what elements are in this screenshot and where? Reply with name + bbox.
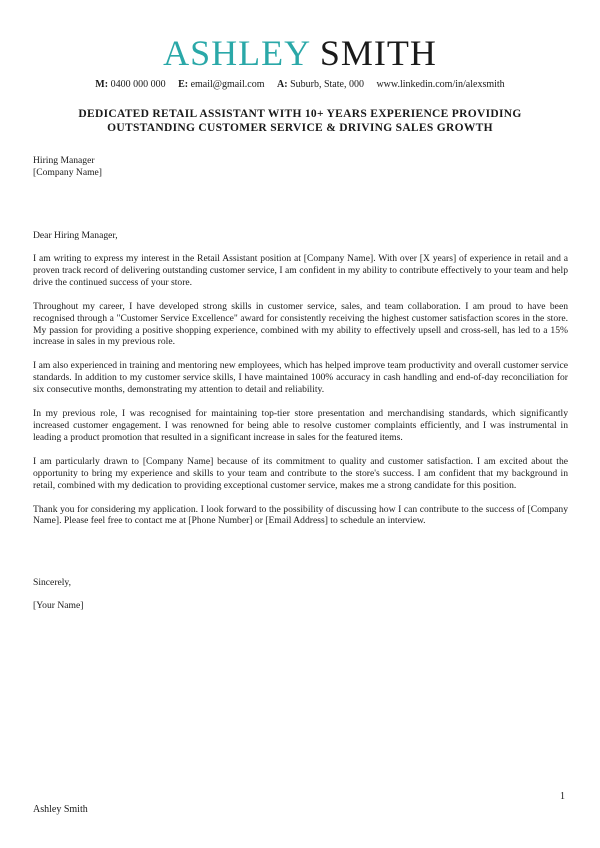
contact-linkedin: www.linkedin.com/in/alexsmith	[376, 79, 505, 90]
paragraph-1: I am writing to express my interest in the Retail Assistant position at [Company Name]. With over [X years] of experience in retail and a proven track record of delivering outstanding customer service, I am confident in my ability to contribute effectively to your team and help drive the continued success of your store.	[33, 253, 568, 288]
page-number: 1	[560, 791, 565, 802]
contact-address	[277, 79, 364, 90]
signoff: Sincerely,	[33, 577, 72, 588]
contact-line	[0, 78, 600, 92]
headline-line-1: DEDICATED RETAIL ASSISTANT WITH 10+ YEARS EXPERIENCE PROVIDING	[78, 108, 522, 120]
applicant-name	[0, 31, 600, 75]
headline-line-2: OUTSTANDING CUSTOMER SERVICE & DRIVING SALES GROWTH	[107, 122, 493, 134]
address-label: A:	[277, 79, 288, 90]
email-label: E:	[178, 79, 189, 90]
mobile-value: 0400 000 000	[110, 79, 166, 90]
paragraph-4: In my previous role, I was recognised for maintaining top-tier store presentation and merchandising standards, which significantly increased customer engagement. I was renowned for being able to resolve customer complaints efficiently, and I was instrumental in leading a product promotion that resulted in a significant increase in sales for the featured items.	[33, 408, 568, 443]
letter-body	[33, 253, 568, 539]
recipient-name: Hiring Manager	[33, 155, 95, 166]
paragraph-3: I am also experienced in training and mentoring new employees, which has helped improve team productivity and overall customer service standards. In addition to my customer service skills, I have maintained 100% accuracy in cash handling and end-of-day reconciliation for six consecutive months, demonstrating my attention to detail and reliability.	[33, 360, 568, 396]
contact-email	[178, 79, 264, 90]
email-value: email@gmail.com	[190, 79, 265, 90]
signature-name: [Your Name]	[33, 600, 84, 611]
recipient-company: [Company Name]	[33, 166, 103, 178]
last-name: SMITH	[319, 33, 437, 73]
contact-mobile	[95, 79, 165, 90]
footer-name: Ashley Smith	[33, 804, 88, 815]
salutation: Dear Hiring Manager,	[33, 230, 118, 241]
mobile-label: M:	[95, 79, 109, 90]
paragraph-6: Thank you for considering my application. I look forward to the possibility of discussing how I can contribute to the success of [Company Name]. Please feel free to contact me at [Phone Number] or [Email Address] to schedule an interview.	[33, 503, 568, 527]
address-value: Suburb, State, 000	[290, 79, 364, 90]
first-name: ASHLEY	[163, 33, 310, 73]
paragraph-5: I am particularly drawn to [Company Name] because of its commitment to quality and customer satisfaction. I am excited about the opportunity to bring my experience and skills to your team and contribute to the store's success. I am confident that my background in retail, combined with my dedication to providing exceptional customer service, makes me a strong candidate for this position.	[33, 455, 568, 491]
paragraph-2: Throughout my career, I have developed strong skills in customer service, sales, and team collaboration. I am proud to have been recognised through a "Customer Service Excellence" award for consistently receiving the highest customer satisfaction scores in the store. My passion for providing a positive shopping experience, combined with my ability to effectively upsell and cross-sell, has led to a 15% increase in sales in my previous role.	[33, 300, 568, 348]
headline	[40, 107, 560, 135]
recipient-block	[33, 155, 568, 179]
